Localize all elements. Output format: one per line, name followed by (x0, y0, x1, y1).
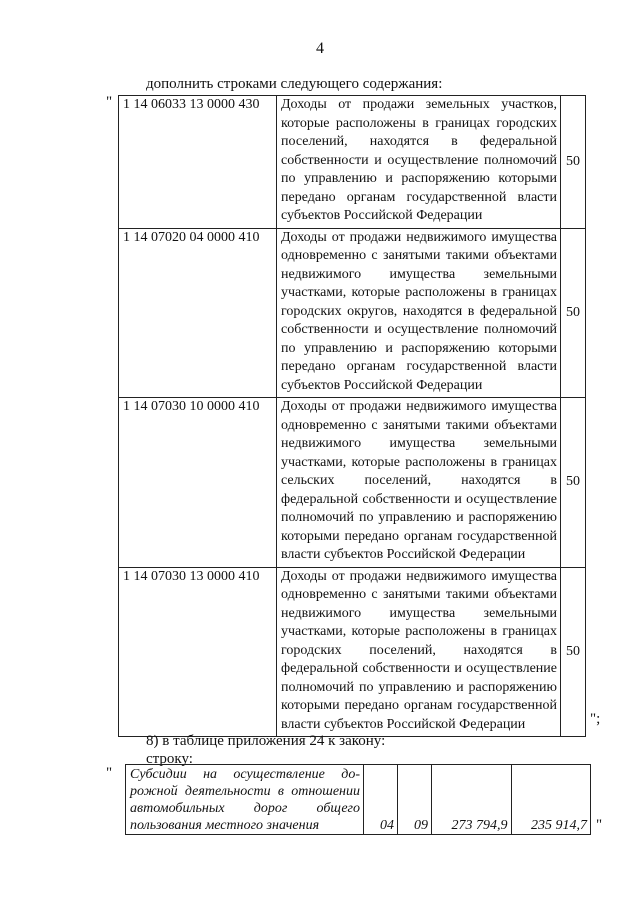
item-8-text (146, 732, 385, 768)
table2-open-quote: " (106, 765, 113, 781)
table-row (119, 96, 586, 229)
subsidy-name: Субсидии на осуществление дорожной деятельности в отношении автомобильных дорог общего пользования местного значения (126, 765, 364, 835)
open-quote: " (106, 94, 113, 110)
page-number: 4 (316, 40, 324, 57)
amount-1: 273 794,9 (432, 765, 512, 835)
revenue-percent: 50 (561, 567, 586, 737)
revenue-description: Доходы от продажи недвижимого имущества одновременно с занятыми такими объектами недвижимого имущества земельными участками, которые расположены в границах городских округов, находятся в федеральной собственности и осуществление полномочий по управлению и распоряжению которыми передано органам государственной власти субъектов Российской Федерации (277, 228, 561, 398)
subsidy-table (125, 764, 591, 835)
item-8-line: 8) в таблице приложения 24 к закону: (146, 733, 386, 749)
table2-close-quote: " (596, 817, 603, 833)
intro-text: дополнить строками следующего содержания: (146, 76, 443, 92)
table-row (119, 228, 586, 398)
revenue-description: Доходы от продажи недвижимого имущества одновременно с занятыми такими объектами недвижимого имущества земельными участками, которые расположены в границах сельских поселений, находятся в федеральной собственности и осуществление полномочий по управлению и распоряжению которыми передано органам государственной власти субъектов Российской Федерации (277, 398, 561, 568)
revenue-percent: 50 (561, 228, 586, 398)
revenue-percent: 50 (561, 96, 586, 229)
revenue-description: Доходы от продажи недвижимого имущества одновременно с занятыми такими объектами недвижимого имущества земельными участками, которые расположены в границах городских поселений, находятся в федеральной собственности и осуществление полномочий по управлению и распоряжению которыми передано органам государственной власти субъектов Российской Федерации (277, 567, 561, 737)
section-code: 04 (364, 765, 398, 835)
revenue-code: 1 14 07030 13 0000 410 (119, 567, 277, 737)
amount-2: 235 914,7 (511, 765, 591, 835)
table-row (119, 398, 586, 568)
revenue-code: 1 14 07020 04 0000 410 (119, 228, 277, 398)
item-8-subline: строку: (146, 751, 193, 767)
revenue-percent: 50 (561, 398, 586, 568)
subsection-code: 09 (398, 765, 432, 835)
table-row (126, 765, 591, 835)
table-row (119, 567, 586, 737)
revenue-description: Доходы от продажи земельных участков, которые расположены в границах городских поселений, находятся в федеральной собственности и осуществление полномочий по управлению и распоряжению которыми передано органам государственной власти субъектов Российской Федерации (277, 96, 561, 229)
close-quote-semicolon: "; (590, 711, 601, 727)
revenue-code: 1 14 06033 13 0000 430 (119, 96, 277, 229)
revenue-codes-table (118, 95, 586, 737)
revenue-code: 1 14 07030 10 0000 410 (119, 398, 277, 568)
